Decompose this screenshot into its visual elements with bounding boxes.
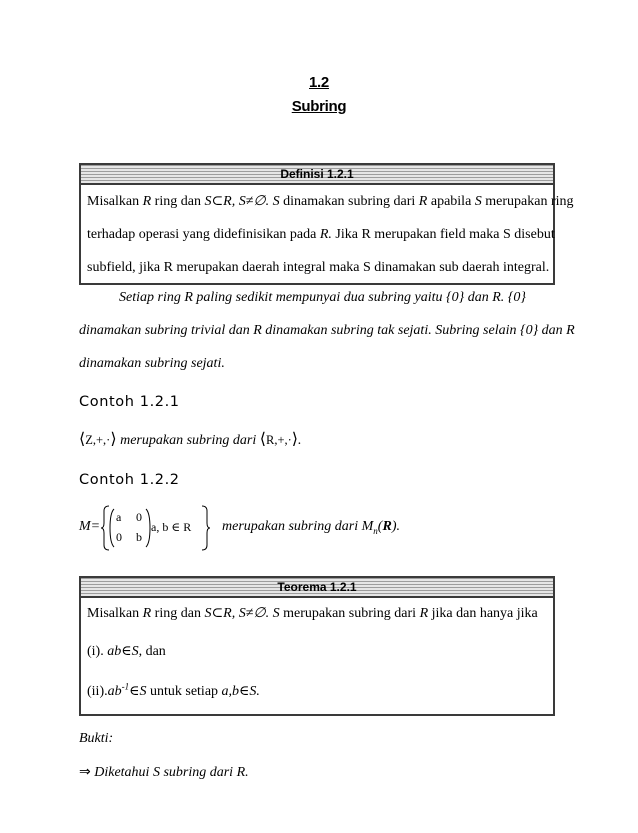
theorem-title: Teorema 1.2.1 bbox=[81, 578, 553, 598]
example-2-text: merupakan subring dari $M_n(R)$. bbox=[222, 519, 400, 536]
theorem-box bbox=[79, 576, 555, 716]
definition-box bbox=[79, 163, 574, 285]
paragraph-line-1: Setiap ring R paling sedikit mempunyai dua subring yaitu {0} dan R. {0} bbox=[119, 290, 526, 305]
definition-line-3: subfield, jika R merupakan daerah integral maka S dinamakan sub daerah integral. bbox=[87, 260, 550, 275]
matrix-a: a bbox=[116, 510, 122, 524]
matrix-zero-2: 0 bbox=[116, 530, 122, 544]
example-2-title: Contoh 1.2.2 bbox=[79, 472, 180, 488]
paragraph-line-2: dinamakan subring trivial dan R dinamakan subring tak sejati. Subring selain {0} dan R bbox=[79, 323, 575, 338]
m-label: M= bbox=[79, 519, 101, 534]
definition-line-2: terhadap operasi yang didefinisikan pada R. Jika R merupakan field maka S disebut bbox=[87, 227, 555, 242]
example-2-statement bbox=[79, 505, 539, 555]
proof-line-1: ⇒ Diketahui S subring dari R. bbox=[79, 764, 249, 780]
definition-line-1: Misalkan R ring dan S⊂R, S≠∅. S dinamakan subring dari R apabila S merupakan ring bbox=[87, 194, 574, 209]
implies-arrow-icon: ⇒ bbox=[79, 764, 91, 780]
proof-title: Bukti: bbox=[79, 731, 114, 746]
example-1-title: Contoh 1.2.1 bbox=[79, 394, 180, 410]
theorem-line-1: Misalkan R ring dan S⊂R, S≠∅. S merupakan subring dari R jika dan hanya jika bbox=[87, 606, 538, 621]
theorem-line-2: (i). ab∈S, dan bbox=[87, 644, 166, 659]
section-number: 1.2 bbox=[309, 74, 329, 91]
definition-title: Definisi 1.2.1 bbox=[81, 165, 553, 185]
set-condition: a, b ∈ R bbox=[151, 520, 192, 534]
set-brace-right bbox=[201, 505, 211, 551]
matrix-b: b bbox=[136, 530, 142, 544]
matrix-zero-1: 0 bbox=[136, 510, 142, 524]
theorem-line-3: $(ii).ab^{-1}\in S$ untuk setiap a,b∈S. bbox=[87, 681, 260, 699]
paragraph-line-3: dinamakan subring sejati. bbox=[79, 356, 225, 371]
section-title: Subring bbox=[291, 98, 347, 115]
example-1-statement: ⟨Z,+,·⟩ merupakan subring dari ⟨R,+,·⟩. bbox=[79, 429, 302, 448]
matrix-paren-left bbox=[109, 508, 115, 548]
